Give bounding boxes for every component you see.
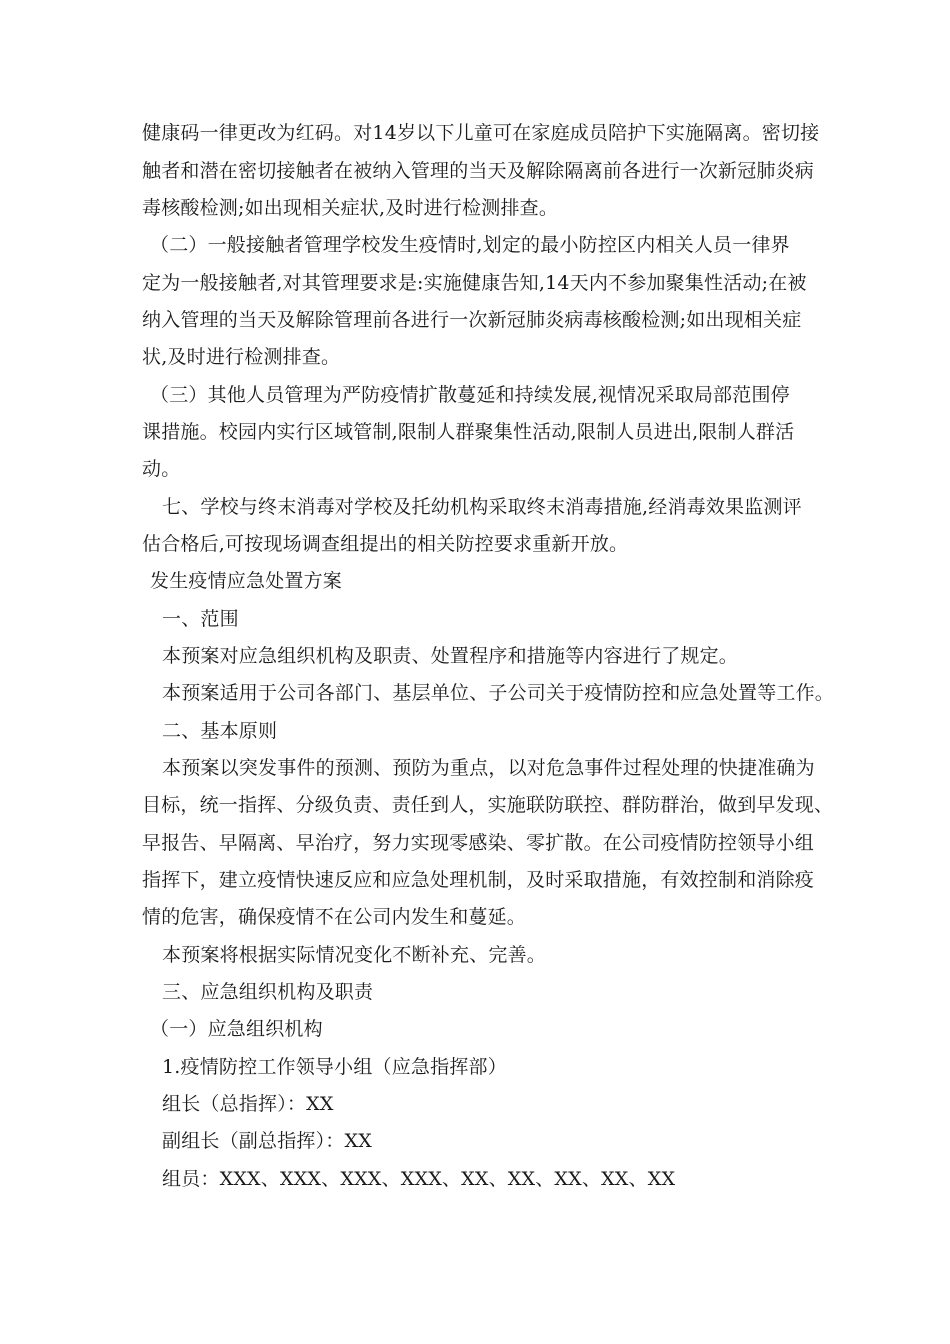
heading: 一、范围 (162, 608, 239, 630)
text-line: 情的危害，确保疫情不在公司内发生和蔓延。 (142, 906, 527, 928)
text-line: （三）其他人员管理为严防疫情扩散蔓延和持续发展,视情况采取局部范围停 (150, 384, 790, 406)
text-line: 组长（总指挥）：XX (162, 1093, 334, 1115)
text-line: （二）一般接触者管理学校发生疫情时,划定的最小防控区内相关人员一律界 (150, 234, 790, 256)
text-line: 状,及时进行检测排查。 (142, 346, 341, 368)
section-title: 发生疫情应急处置方案 (150, 570, 343, 592)
text-line: 本预案对应急组织机构及职责、处置程序和措施等内容进行了规定。 (162, 645, 739, 667)
text-line: 副组长（副总指挥）：XX (162, 1130, 372, 1152)
heading: 三、应急组织机构及职责 (162, 981, 374, 1003)
text-line: 指挥下，建立疫情快速反应和应急处理机制，及时采取措施，有效控制和消除疫 (142, 869, 815, 891)
heading: （一）应急组织机构 (150, 1018, 323, 1040)
text-line: 毒核酸检测;如出现相关症状,及时进行检测排查。 (142, 197, 559, 219)
text-line: 定为一般接触者,对其管理要求是:实施健康告知,14天内不参加聚集性活动;在被 (142, 272, 807, 294)
heading: 1.疫情防控工作领导小组（应急指挥部） (162, 1056, 507, 1078)
text-line: 本预案适用于公司各部门、基层单位、子公司关于疫情防控和应急处置等工作。 (162, 682, 835, 704)
text-line: 动。 (142, 458, 181, 480)
text-line: 健康码一律更改为红码。对14岁以下儿童可在家庭成员陪护下实施隔离。密切接 (142, 122, 820, 144)
text-line: 组员：XXX、XXX、XXX、XXX、XX、XX、XX、XX、XX (162, 1168, 676, 1190)
text-line: 本预案以突发事件的预测、预防为重点，以对危急事件过程处理的快捷准确为 (162, 757, 815, 779)
text-line: 估合格后,可按现场调查组提出的相关防控要求重新开放。 (142, 533, 629, 555)
heading: 二、基本原则 (162, 720, 278, 742)
text-line: 本预案将根据实际情况变化不断补充、完善。 (162, 944, 547, 966)
text-line: 课措施。校园内实行区域管制,限制人群聚集性活动,限制人员进出,限制人群活 (142, 421, 795, 443)
text-line: 目标，统一指挥、分级负责、责任到人，实施联防联控、群防群治，做到早发现、 (142, 794, 834, 816)
text-line: 七、学校与终末消毒对学校及托幼机构采取终末消毒措施,经消毒效果监测评 (162, 496, 802, 518)
text-line: 早报告、早隔离、早治疗，努力实现零感染、零扩散。在公司疫情防控领导小组 (142, 832, 815, 854)
text-line: 纳入管理的当天及解除管理前各进行一次新冠肺炎病毒核酸检测;如出现相关症 (142, 309, 802, 331)
text-line: 触者和潜在密切接触者在被纳入管理的当天及解除隔离前各进行一次新冠肺炎病 (142, 160, 815, 182)
